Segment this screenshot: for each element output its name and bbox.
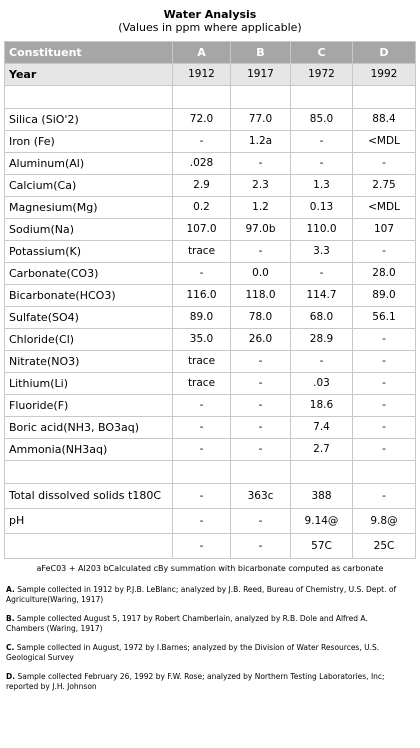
value-cell: 1.2a [231,131,291,153]
water-analysis-table [4,41,416,559]
value-cell: - [173,439,231,461]
note-letter: C. [6,643,15,652]
value-cell: - [173,263,231,285]
note-text: Sample collected in August, 1972 by I.Barnes; analyzed by the Division of Water Resources, U.S. Geological Survey [6,643,380,662]
value-cell: 107 [353,219,416,241]
value-cell: 89.0 [173,307,231,329]
constituent-cell: Nitrate(NO3) [5,351,173,373]
value-cell: 89.0 [353,285,416,307]
value-cell: 9.8@ [353,509,416,534]
table-row [5,351,416,373]
sample-note [6,672,406,692]
value-cell: 363c [231,484,291,509]
table-row [5,484,416,509]
value-cell: - [173,534,231,559]
constituent-cell [5,534,173,559]
value-cell: 0.13 [291,197,353,219]
cell: 1912 [173,64,231,86]
constituent-cell: Lithium(Li) [5,373,173,395]
cell: Year [5,64,173,86]
value-cell: 85.0 [291,109,353,131]
value-cell: - [291,263,353,285]
value-cell: 7.4 [291,417,353,439]
cell [291,461,353,484]
table-row [5,285,416,307]
table-row [5,395,416,417]
value-cell: 57C [291,534,353,559]
header-b: B [231,42,291,64]
table-row [5,109,416,131]
cell [291,86,353,109]
constituent-cell: Sulfate(SO4) [5,307,173,329]
sample-note [6,643,406,663]
value-cell: 2.75 [353,175,416,197]
value-cell: 9.14@ [291,509,353,534]
value-cell: .028 [173,153,231,175]
value-cell: 1.2 [231,197,291,219]
cell: 1992 [353,64,416,86]
value-cell: - [231,417,291,439]
header-c: C [291,42,353,64]
value-cell: - [173,484,231,509]
note-letter: B. [6,614,15,623]
cell [173,86,231,109]
cell [173,461,231,484]
note-letter: A. [6,585,15,594]
constituent-cell: Calcium(Ca) [5,175,173,197]
value-cell: 2.7 [291,439,353,461]
header-a: A [173,42,231,64]
table-row [5,373,416,395]
value-cell: .03 [291,373,353,395]
value-cell: 88.4 [353,109,416,131]
constituent-cell: Ammonia(NH3aq) [5,439,173,461]
table-row [5,439,416,461]
cell [231,86,291,109]
value-cell: - [353,417,416,439]
value-cell: 0.2 [173,197,231,219]
header-d: D [353,42,416,64]
value-cell: 107.0 [173,219,231,241]
constituent-cell: Fluoride(F) [5,395,173,417]
value-cell: 28.9 [291,329,353,351]
value-cell: 97.0b [231,219,291,241]
table-row [5,175,416,197]
cell [231,461,291,484]
value-cell: 25C [353,534,416,559]
constituent-cell: Magnesium(Mg) [5,197,173,219]
constituent-cell: Potassium(K) [5,241,173,263]
table-row [5,153,416,175]
value-cell: <MDL [353,131,416,153]
value-cell: - [231,153,291,175]
value-cell: - [231,395,291,417]
table-row [5,417,416,439]
value-cell: 116.0 [173,285,231,307]
value-cell: - [353,484,416,509]
value-cell: - [353,241,416,263]
value-cell: - [353,153,416,175]
table-row [5,197,416,219]
value-cell: - [231,534,291,559]
value-cell: - [353,439,416,461]
value-cell: 77.0 [231,109,291,131]
note-text: Sample collected February 26, 1992 by F.W. Rose; analyzed by Northern Testing Laboratories, Inc; reported by J.H. Johnson [6,672,385,691]
table-row [5,329,416,351]
value-cell: - [353,373,416,395]
header-row [5,42,416,64]
value-cell: 114.7 [291,285,353,307]
value-cell: 2.9 [173,175,231,197]
value-cell: 118.0 [231,285,291,307]
value-cell: - [173,417,231,439]
header-constituent: Constituent [5,42,173,64]
table-row [5,307,416,329]
table-row [5,131,416,153]
cell [353,86,416,109]
constituent-cell: pH [5,509,173,534]
constituent-cell: Total dissolved solids t180C [5,484,173,509]
constituent-cell: Boric acid(NH3, BO3aq) [5,417,173,439]
value-cell: trace [173,373,231,395]
table-row [5,534,416,559]
value-cell: - [231,509,291,534]
value-cell: - [231,241,291,263]
value-cell: 1.3 [291,175,353,197]
value-cell: - [291,131,353,153]
constituent-cell: Sodium(Na) [5,219,173,241]
table-row [5,263,416,285]
value-cell: trace [173,241,231,263]
value-cell: 28.0 [353,263,416,285]
sample-note [6,585,406,605]
value-cell: - [353,351,416,373]
cell: 1972 [291,64,353,86]
value-cell: - [353,395,416,417]
value-cell: 78.0 [231,307,291,329]
value-cell: - [231,373,291,395]
cell: 1917 [231,64,291,86]
value-cell: 388 [291,484,353,509]
constituent-cell: Chloride(Cl) [5,329,173,351]
note-letter: D. [6,672,16,681]
value-cell: - [353,329,416,351]
spacer-row [5,86,416,109]
spacer-row [5,461,416,484]
value-cell: - [173,131,231,153]
value-cell: 68.0 [291,307,353,329]
value-cell: 26.0 [231,329,291,351]
value-cell: - [291,153,353,175]
value-cell: 0.0 [231,263,291,285]
constituent-cell: Iron (Fe) [5,131,173,153]
table-row [5,509,416,534]
value-cell: 18.6 [291,395,353,417]
constituent-cell: Aluminum(Al) [5,153,173,175]
value-cell: 110.0 [291,219,353,241]
cell [5,461,173,484]
value-cell: 72.0 [173,109,231,131]
sample-notes [6,585,406,692]
value-cell: 35.0 [173,329,231,351]
value-cell: - [173,509,231,534]
constituent-cell: Bicarbonate(HCO3) [5,285,173,307]
sample-note [6,614,406,634]
constituent-cell: Carbonate(CO3) [5,263,173,285]
year-row [5,64,416,86]
page-title: Water Analysis [163,8,257,21]
cell [353,461,416,484]
cell [5,86,173,109]
table-row [5,219,416,241]
page-subtitle: (Values in ppm where applicable) [118,21,302,34]
value-cell: 56.1 [353,307,416,329]
footnote: aFeC03 + Al203 bCalculated cBy summation with bicarbonate computed as carbonate [36,564,384,573]
constituent-cell: Silica (SiO'2) [5,109,173,131]
note-text: Sample collected August 5, 1917 by Robert Chamberlain, analyzed by R.B. Dole and Alfred A. Chambers (Waring, 1917) [6,614,368,633]
value-cell: trace [173,351,231,373]
value-cell: - [291,351,353,373]
table-row [5,241,416,263]
note-text: Sample collected in 1912 by P.J.B. LeBlanc; analyzed by J.B. Reed, Bureau of Chemistry, U.S. Dept. of Agriculture(Waring, 1917) [6,585,397,604]
value-cell: - [173,395,231,417]
value-cell: <MDL [353,197,416,219]
value-cell: - [231,439,291,461]
value-cell: - [231,351,291,373]
value-cell: 2.3 [231,175,291,197]
value-cell: 3.3 [291,241,353,263]
